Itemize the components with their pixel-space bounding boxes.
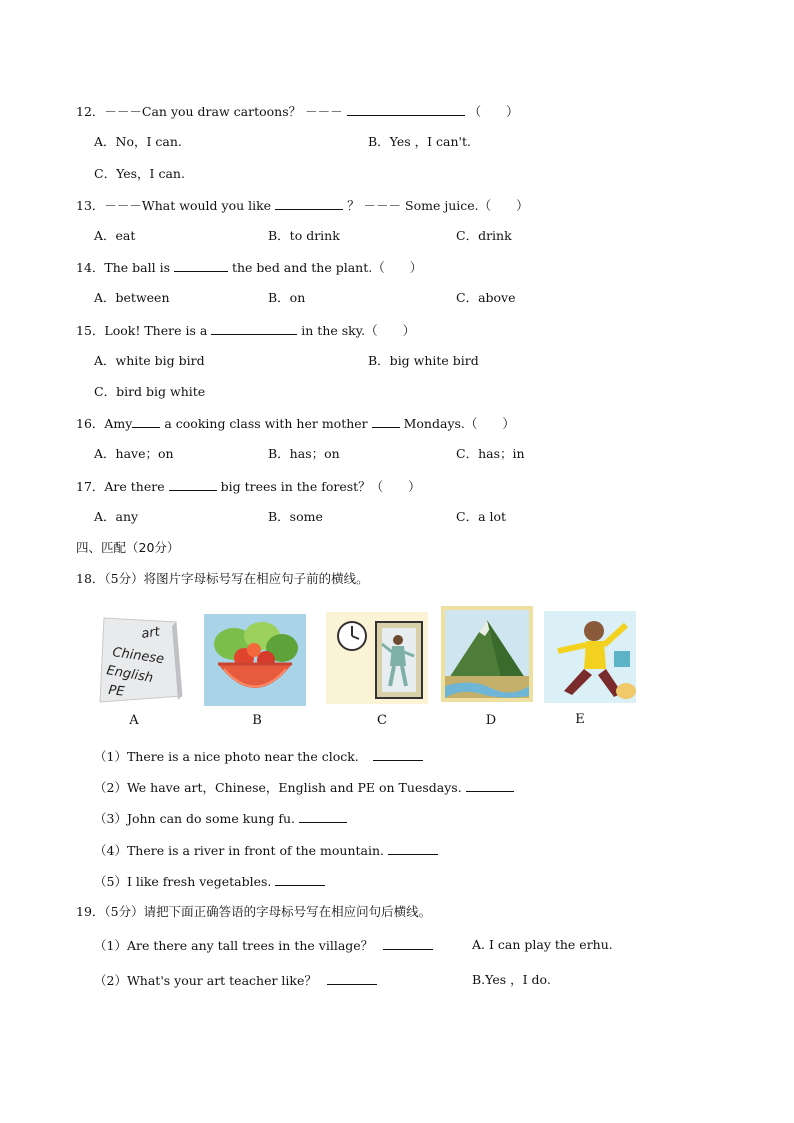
question-stem-end: Mondays.（ ） — [403, 416, 515, 431]
question-stem: 12．－－－Can you draw cartoons？ －－－ — [76, 104, 343, 119]
question-stem-end: （ ） — [468, 104, 519, 119]
option-b: B．big white bird — [368, 353, 479, 368]
match-sentence-1 — [94, 748, 423, 765]
question-stem-end: ？ －－－ Some juice.（ ） — [347, 198, 529, 213]
subject-word: English — [105, 663, 155, 687]
question-stem: 17．Are there — [76, 479, 165, 494]
option-a: A．between — [94, 290, 170, 305]
question-stem-mid: a cooking class with her mother — [164, 416, 368, 431]
question-14 — [76, 259, 422, 276]
section-heading: 四、匹配（20分） — [76, 540, 180, 555]
vegetables-bowl-icon — [204, 614, 306, 706]
picture-label-a: A — [129, 713, 139, 728]
match-question-2 — [94, 972, 377, 989]
subject-word: Chinese — [111, 645, 165, 668]
sentence-text: （4）There is a river in front of the mountain. — [94, 843, 385, 858]
picture-label-c: C — [377, 713, 387, 728]
sentence-text: （3）John can do some kung fu. — [94, 811, 296, 826]
picture-d — [441, 606, 533, 702]
answer-blank[interactable] — [275, 873, 325, 886]
option-a: A．have；on — [94, 446, 174, 461]
subject-word: PE — [107, 683, 126, 700]
question-15 — [76, 322, 415, 339]
subject-word: art — [140, 624, 161, 642]
option-b: B．Yes ，I can't. — [368, 134, 471, 149]
match-sentence-5 — [94, 873, 325, 890]
option-b: B．has；on — [268, 446, 340, 461]
option-c: C．has；in — [456, 446, 525, 461]
answer-blank[interactable] — [174, 259, 228, 272]
option-b: B．to drink — [268, 228, 340, 243]
question-text: （2）What's your art teacher like？ — [94, 973, 317, 988]
match-sentence-2 — [94, 779, 514, 796]
question-stem-end: big trees in the forest？（ ） — [220, 479, 421, 494]
answer-blank[interactable] — [211, 322, 297, 335]
option-b: B．some — [268, 509, 323, 524]
answer-blank[interactable] — [327, 972, 377, 985]
option-c: C．a lot — [456, 509, 507, 524]
answer-blank[interactable] — [383, 937, 433, 950]
sentence-text: （5）I like fresh vegetables. — [94, 874, 272, 889]
kung-fu-boy-icon — [544, 611, 636, 703]
answer-blank[interactable] — [299, 810, 347, 823]
sentence-text: （1）There is a nice photo near the clock. — [94, 749, 359, 764]
option-c: C．above — [456, 290, 516, 305]
subjects-card-icon — [96, 612, 184, 704]
answer-blank[interactable] — [275, 197, 343, 210]
option-a: A．white big bird — [94, 353, 205, 368]
picture-c — [326, 612, 428, 704]
question-stem: 14．The ball is — [76, 260, 171, 275]
option-a: A．any — [94, 509, 139, 524]
question-stem: 15．Look! There is a — [76, 323, 208, 338]
answer-blank-1[interactable] — [132, 415, 160, 428]
picture-label-e: E — [575, 712, 585, 727]
picture-a — [96, 612, 184, 704]
question-stem-end: in the sky.（ ） — [301, 323, 416, 338]
answer-blank-2[interactable] — [372, 415, 400, 428]
option-a: A．eat — [94, 228, 136, 243]
option-c: C．bird big white — [94, 384, 206, 399]
picture-label-d: D — [485, 713, 497, 728]
clock-and-photo-icon — [326, 612, 428, 704]
question-text: （1）Are there any tall trees in the village？ — [94, 938, 374, 953]
question-18-title: 18．（5分）将图片字母标号写在相应句子前的横线。 — [76, 571, 369, 586]
answer-blank[interactable] — [466, 779, 514, 792]
answer-blank[interactable] — [373, 748, 423, 761]
answer-blank[interactable] — [347, 103, 465, 116]
question-12 — [76, 103, 519, 120]
picture-label-b: B — [252, 713, 262, 728]
question-stem: 16．Amy — [76, 416, 133, 431]
option-a: A．No，I can. — [94, 134, 182, 149]
option-c: C．Yes，I can. — [94, 166, 185, 181]
question-16 — [76, 415, 515, 432]
answer-blank[interactable] — [388, 842, 438, 855]
question-19-title: 19．（5分）请把下面正确答语的字母标号写在相应问句后横线。 — [76, 904, 432, 919]
question-13 — [76, 197, 529, 214]
match-sentence-3 — [94, 810, 347, 827]
answer-blank[interactable] — [169, 478, 217, 491]
option-c: C．drink — [456, 228, 512, 243]
match-sentence-4 — [94, 842, 438, 859]
question-stem-end: the bed and the plant.（ ） — [231, 260, 423, 275]
question-17 — [76, 478, 421, 495]
picture-e — [544, 611, 636, 703]
option-b: B．on — [268, 290, 306, 305]
question-stem: 13．－－－What would you like — [76, 198, 272, 213]
answer-option-a: A. I can play the erhu. — [472, 937, 613, 952]
picture-b — [204, 614, 306, 706]
sentence-text: （2）We have art，Chinese，English and PE on Tuesdays. — [94, 780, 462, 795]
answer-option-b: B.Yes ，I do. — [472, 972, 551, 987]
match-question-1 — [94, 937, 433, 954]
mountain-river-icon — [441, 606, 533, 702]
